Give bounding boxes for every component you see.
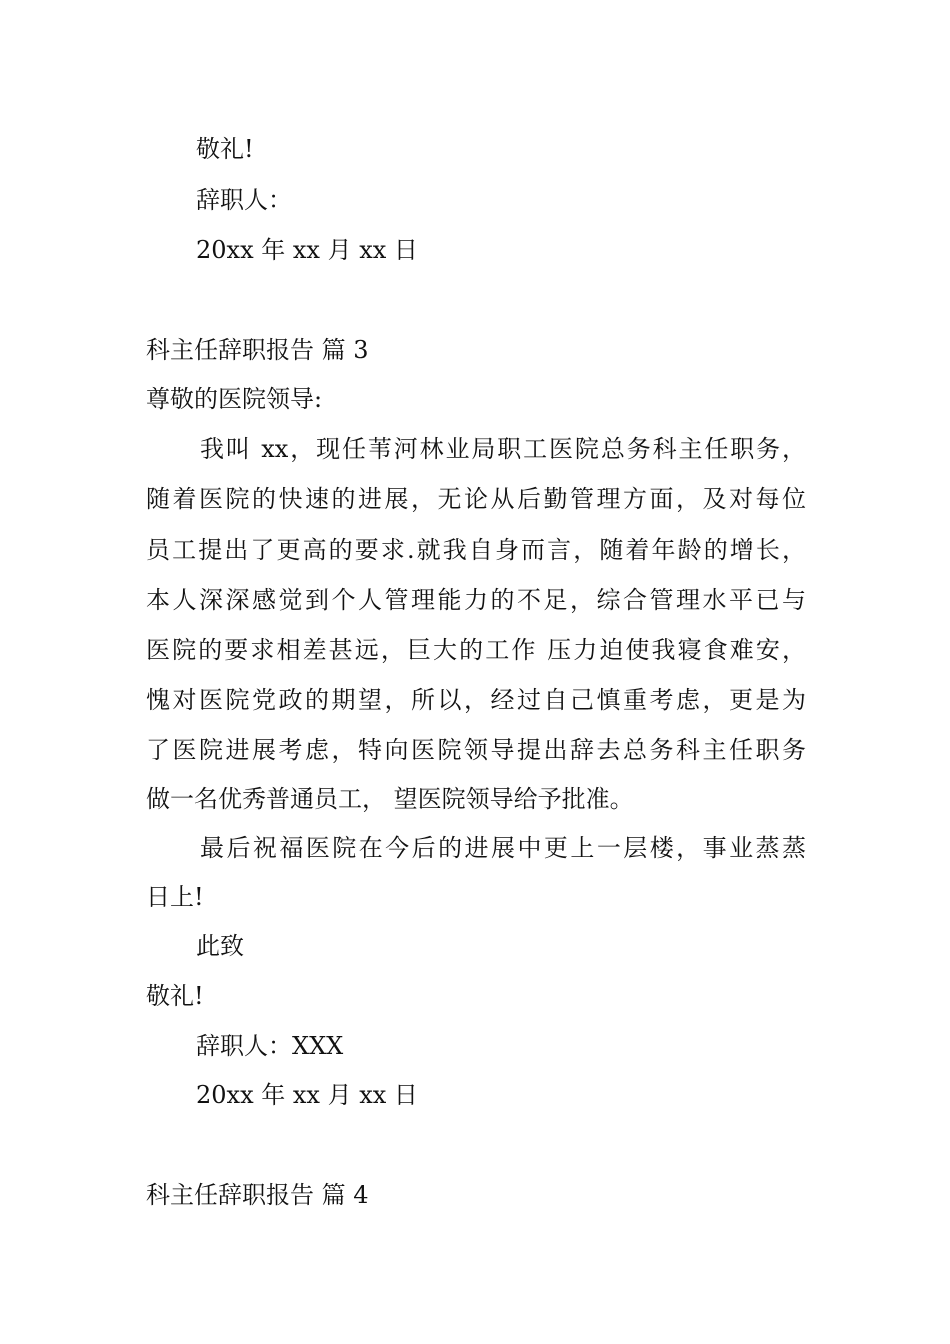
paragraph-line: 最后祝福医院在今后的进展中更上一层楼，事业蒸蒸 bbox=[200, 834, 806, 862]
section-heading: 科主任辞职报告 篇 3 bbox=[146, 336, 369, 364]
paragraph-line: 随着医院的快速的进展，无论从后勤管理方面，及对每位 bbox=[146, 485, 806, 513]
paragraph-line: 本人深深感觉到个人管理能力的不足，综合管理水平已与 bbox=[146, 586, 806, 614]
section-heading: 科主任辞职报告 篇 4 bbox=[146, 1181, 369, 1209]
date-text: 20xx 年 xx 月 xx 日 bbox=[196, 236, 418, 264]
paragraph-line: 做一名优秀普通员工， 望医院领导给予批准。 bbox=[146, 785, 634, 813]
resigner-label: 辞职人： bbox=[196, 186, 292, 214]
greeting-text: 尊敬的医院领导: bbox=[146, 385, 323, 413]
cizhi-text: 此致 bbox=[196, 932, 244, 960]
paragraph-line: 日上! bbox=[146, 883, 204, 911]
date-text: 20xx 年 xx 月 xx 日 bbox=[196, 1081, 418, 1109]
paragraph-line: 了医院进展考虑，特向医院领导提出辞去总务科主任职务 bbox=[146, 736, 806, 764]
resigner-label: 辞职人：XXX bbox=[196, 1032, 344, 1060]
paragraph-line: 医院的要求相差甚远，巨大的工作 压力迫使我寝食难安， bbox=[146, 636, 806, 664]
paragraph-line: 员工提出了更高的要求.就我自身而言，随着年龄的增长， bbox=[146, 536, 806, 564]
paragraph-line: 愧对医院党政的期望，所以，经过自己慎重考虑，更是为 bbox=[146, 686, 806, 714]
salute-text: 敬礼! bbox=[146, 982, 204, 1010]
paragraph-line: 我叫 xx，现任苇河林业局职工医院总务科主任职务， bbox=[200, 435, 806, 463]
salute-text: 敬礼! bbox=[196, 135, 254, 163]
